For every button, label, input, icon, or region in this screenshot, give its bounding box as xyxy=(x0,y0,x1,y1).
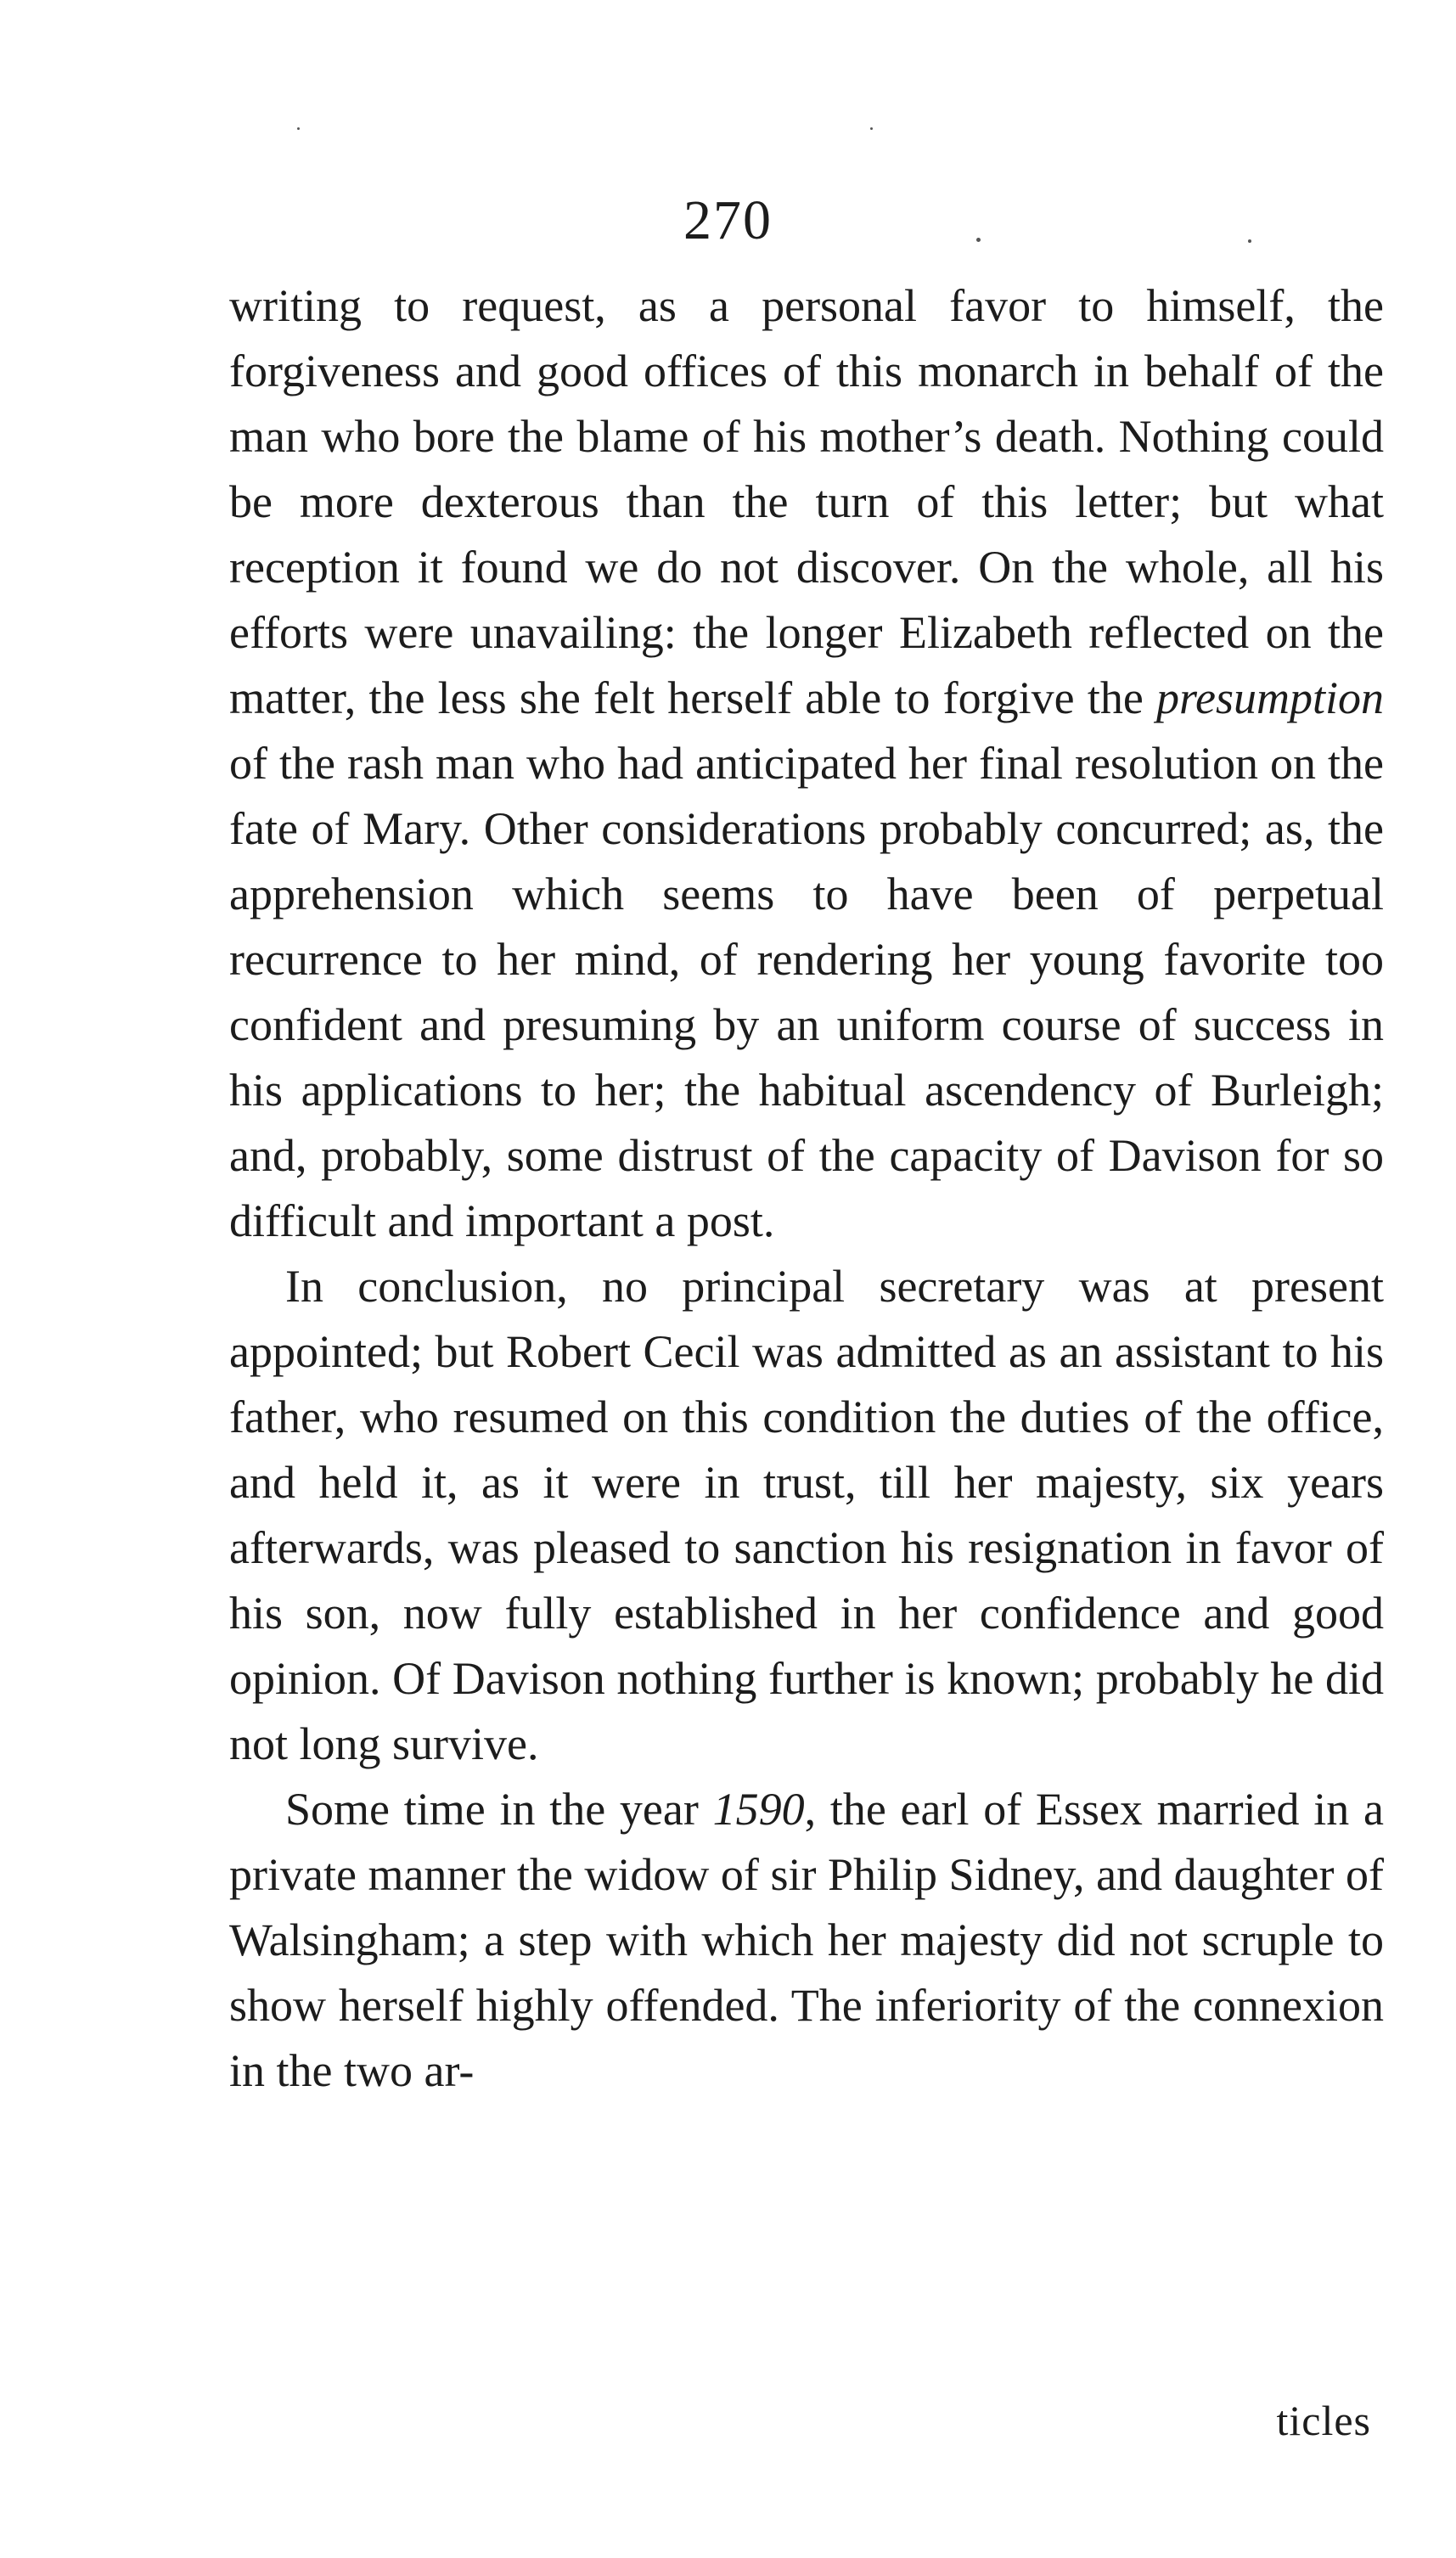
italic-run: 1590 xyxy=(712,1784,805,1835)
text-run: writing to request, as a personal favor to himself, the forgiveness and good offices of this monarch in behalf of the man who bore the blame of his mother’s death. Nothing could be more dexterous than the turn of this letter; but what reception it found we do not discover. On the whole, all his efforts were unavailing: the longer Elizabeth reflected on the matter, the less she felt herself able to forgive the xyxy=(229,280,1384,723)
speck-mark xyxy=(297,127,300,130)
body-text xyxy=(229,273,1384,2104)
text-run: , the earl of Essex married in a private manner the widow of sir Philip Sidney, and daughter of Walsingham; a step with which her majesty did not scruple to show herself highly offended. The inferiority of the connexion in the two ar- xyxy=(229,1784,1384,2096)
speck-mark xyxy=(870,127,873,130)
paragraph-2 xyxy=(229,1254,1384,1777)
paragraph-1 xyxy=(229,273,1384,1254)
text-run: Some time in the year xyxy=(285,1784,713,1835)
text-run: In conclusion, no principal secretary was at present appointed; but Robert Cecil was admitted as an assistant to his father, who resumed on this condition the duties of the office, and held it, as it were in trust, till her majesty, six years afterwards, was pleased to sanction his resignation in favor of his son, now fully established in her confidence and good opinion. Of Davison nothing further is known; probably he did not long survive. xyxy=(229,1261,1384,1769)
italic-run: presumption xyxy=(1156,672,1384,723)
page-number: 270 xyxy=(683,189,773,251)
text-run: of the rash man who had anticipated her final resolution on the fate of Mary. Other considerations probably concurred; as, the apprehension which seems to have been of perpetual recurrence to her mind, of rendering her young favorite too confident and presuming by an uniform course of success in his applications to her; the habitual ascendency of Burleigh; and, probably, some distrust of the capacity of Davison for so difficult and important a post. xyxy=(229,738,1384,1246)
paragraph-3 xyxy=(229,1777,1384,2104)
catchword: ticles xyxy=(1276,2397,1371,2444)
